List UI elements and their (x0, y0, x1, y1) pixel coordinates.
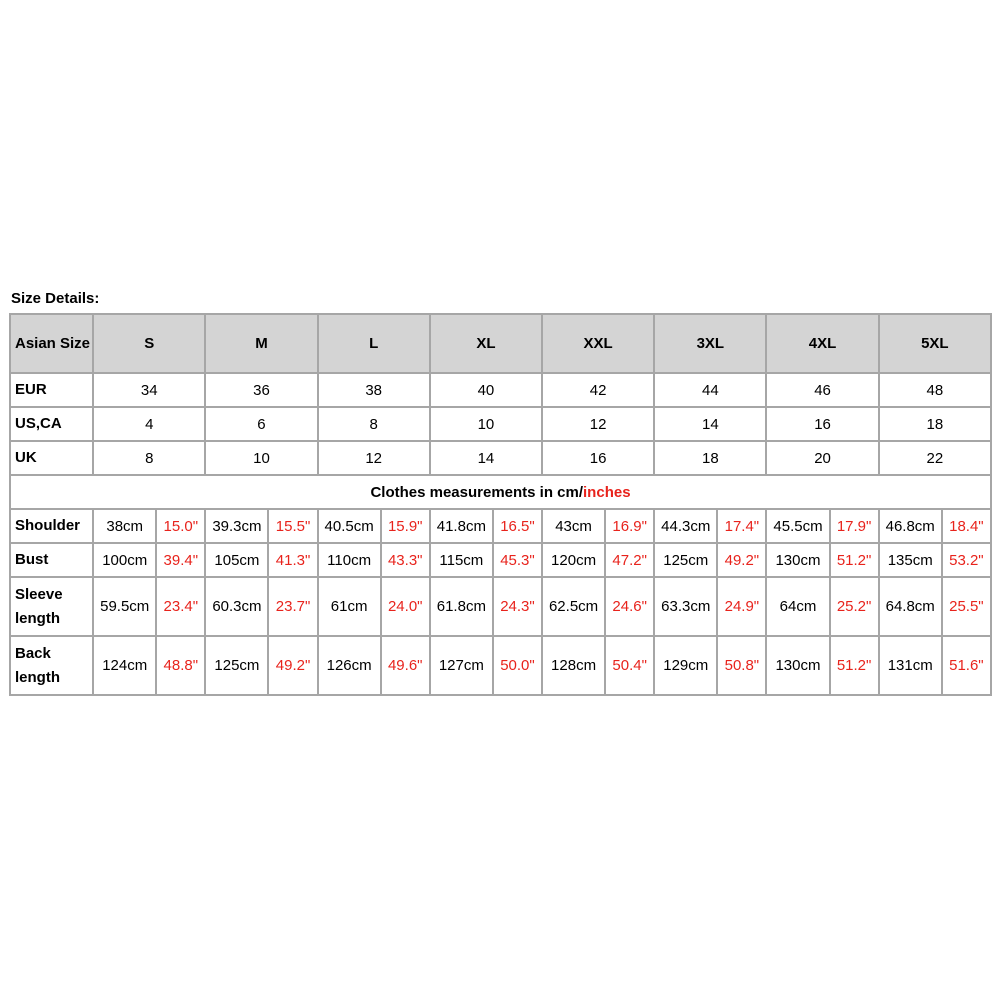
inch-cell: 18.4" (942, 509, 991, 543)
cm-cell: 131cm (879, 636, 942, 695)
cm-cell: 60.3cm (205, 577, 268, 636)
inch-cell: 16.9" (605, 509, 654, 543)
cm-cell: 128cm (542, 636, 605, 695)
size-header-3xl: 3XL (654, 314, 766, 373)
table-cell: 20 (766, 441, 878, 475)
cm-cell: 61cm (318, 577, 381, 636)
cm-cell: 40.5cm (318, 509, 381, 543)
table-cell: 46 (766, 373, 878, 407)
cm-cell: 115cm (430, 543, 493, 577)
row-label: Sleeve length (10, 577, 93, 636)
header-label: Asian Size (10, 314, 93, 373)
section-heading-text: Clothes measurements in cm/ (370, 483, 584, 501)
cm-cell: 64cm (766, 577, 829, 636)
cm-cell: 46.8cm (879, 509, 942, 543)
cm-cell: 105cm (205, 543, 268, 577)
size-header-xxl: XXL (542, 314, 654, 373)
cm-cell: 64.8cm (879, 577, 942, 636)
inch-cell: 16.5" (493, 509, 542, 543)
cm-cell: 63.3cm (654, 577, 717, 636)
cm-cell: 44.3cm (654, 509, 717, 543)
page-title: Size Details: (11, 290, 100, 307)
cm-cell: 41.8cm (430, 509, 493, 543)
cm-cell: 120cm (542, 543, 605, 577)
conversion-row (10, 407, 991, 441)
table-cell: 16 (542, 441, 654, 475)
table-cell: 42 (542, 373, 654, 407)
cm-cell: 130cm (766, 543, 829, 577)
section-row (10, 475, 991, 509)
cm-cell: 38cm (93, 509, 156, 543)
cm-cell: 110cm (318, 543, 381, 577)
inch-cell: 50.8" (717, 636, 766, 695)
table-cell: 14 (430, 441, 542, 475)
cm-cell: 62.5cm (542, 577, 605, 636)
table-cell: 48 (879, 373, 991, 407)
table-cell: 18 (654, 441, 766, 475)
cm-cell: 130cm (766, 636, 829, 695)
cm-cell: 124cm (93, 636, 156, 695)
row-label: UK (10, 441, 93, 475)
inch-cell: 51.2" (830, 636, 879, 695)
table-cell: 12 (542, 407, 654, 441)
table-cell: 22 (879, 441, 991, 475)
size-table (9, 313, 992, 696)
cm-cell: 61.8cm (430, 577, 493, 636)
table-cell: 4 (93, 407, 205, 441)
inch-cell: 51.6" (942, 636, 991, 695)
inch-cell: 15.5" (268, 509, 317, 543)
cm-cell: 129cm (654, 636, 717, 695)
table-cell: 34 (93, 373, 205, 407)
inch-cell: 23.4" (156, 577, 205, 636)
table-cell: 12 (318, 441, 430, 475)
table-cell: 44 (654, 373, 766, 407)
inch-cell: 24.6" (605, 577, 654, 636)
inch-cell: 45.3" (493, 543, 542, 577)
table-cell: 38 (318, 373, 430, 407)
row-label: EUR (10, 373, 93, 407)
size-header-s: S (93, 314, 205, 373)
inch-cell: 23.7" (268, 577, 317, 636)
inch-cell: 15.9" (381, 509, 430, 543)
conversion-row (10, 441, 991, 475)
inch-cell: 53.2" (942, 543, 991, 577)
size-header-m: M (205, 314, 317, 373)
inch-cell: 24.9" (717, 577, 766, 636)
measurement-row (10, 636, 991, 695)
measurement-row (10, 509, 991, 543)
table-cell: 16 (766, 407, 878, 441)
cm-cell: 43cm (542, 509, 605, 543)
table-cell: 6 (205, 407, 317, 441)
size-header-xl: XL (430, 314, 542, 373)
table-cell: 10 (205, 441, 317, 475)
inch-cell: 48.8" (156, 636, 205, 695)
measurement-row (10, 543, 991, 577)
row-label: US,CA (10, 407, 93, 441)
table-cell: 14 (654, 407, 766, 441)
row-label: Bust (10, 543, 93, 577)
table-cell: 18 (879, 407, 991, 441)
row-label: Shoulder (10, 509, 93, 543)
section-heading-accent: inches (583, 483, 631, 501)
inch-cell: 43.3" (381, 543, 430, 577)
header-row (10, 314, 991, 373)
size-header-5xl: 5XL (879, 314, 991, 373)
cm-cell: 45.5cm (766, 509, 829, 543)
inch-cell: 25.2" (830, 577, 879, 636)
inch-cell: 47.2" (605, 543, 654, 577)
cm-cell: 100cm (93, 543, 156, 577)
table-cell: 8 (93, 441, 205, 475)
inch-cell: 51.2" (830, 543, 879, 577)
cm-cell: 127cm (430, 636, 493, 695)
table-cell: 8 (318, 407, 430, 441)
size-header-4xl: 4XL (766, 314, 878, 373)
inch-cell: 50.0" (493, 636, 542, 695)
cm-cell: 126cm (318, 636, 381, 695)
table-cell: 40 (430, 373, 542, 407)
cm-cell: 125cm (654, 543, 717, 577)
cm-cell: 125cm (205, 636, 268, 695)
inch-cell: 49.2" (717, 543, 766, 577)
cm-cell: 59.5cm (93, 577, 156, 636)
inch-cell: 15.0" (156, 509, 205, 543)
inch-cell: 39.4" (156, 543, 205, 577)
inch-cell: 41.3" (268, 543, 317, 577)
cm-cell: 135cm (879, 543, 942, 577)
inch-cell: 25.5" (942, 577, 991, 636)
inch-cell: 49.6" (381, 636, 430, 695)
measurement-row (10, 577, 991, 636)
inch-cell: 17.9" (830, 509, 879, 543)
inch-cell: 50.4" (605, 636, 654, 695)
size-header-l: L (318, 314, 430, 373)
inch-cell: 24.0" (381, 577, 430, 636)
section-heading (10, 475, 991, 509)
table-cell: 36 (205, 373, 317, 407)
inch-cell: 24.3" (493, 577, 542, 636)
table-cell: 10 (430, 407, 542, 441)
inch-cell: 49.2" (268, 636, 317, 695)
inch-cell: 17.4" (717, 509, 766, 543)
cm-cell: 39.3cm (205, 509, 268, 543)
row-label: Back length (10, 636, 93, 695)
conversion-row (10, 373, 991, 407)
